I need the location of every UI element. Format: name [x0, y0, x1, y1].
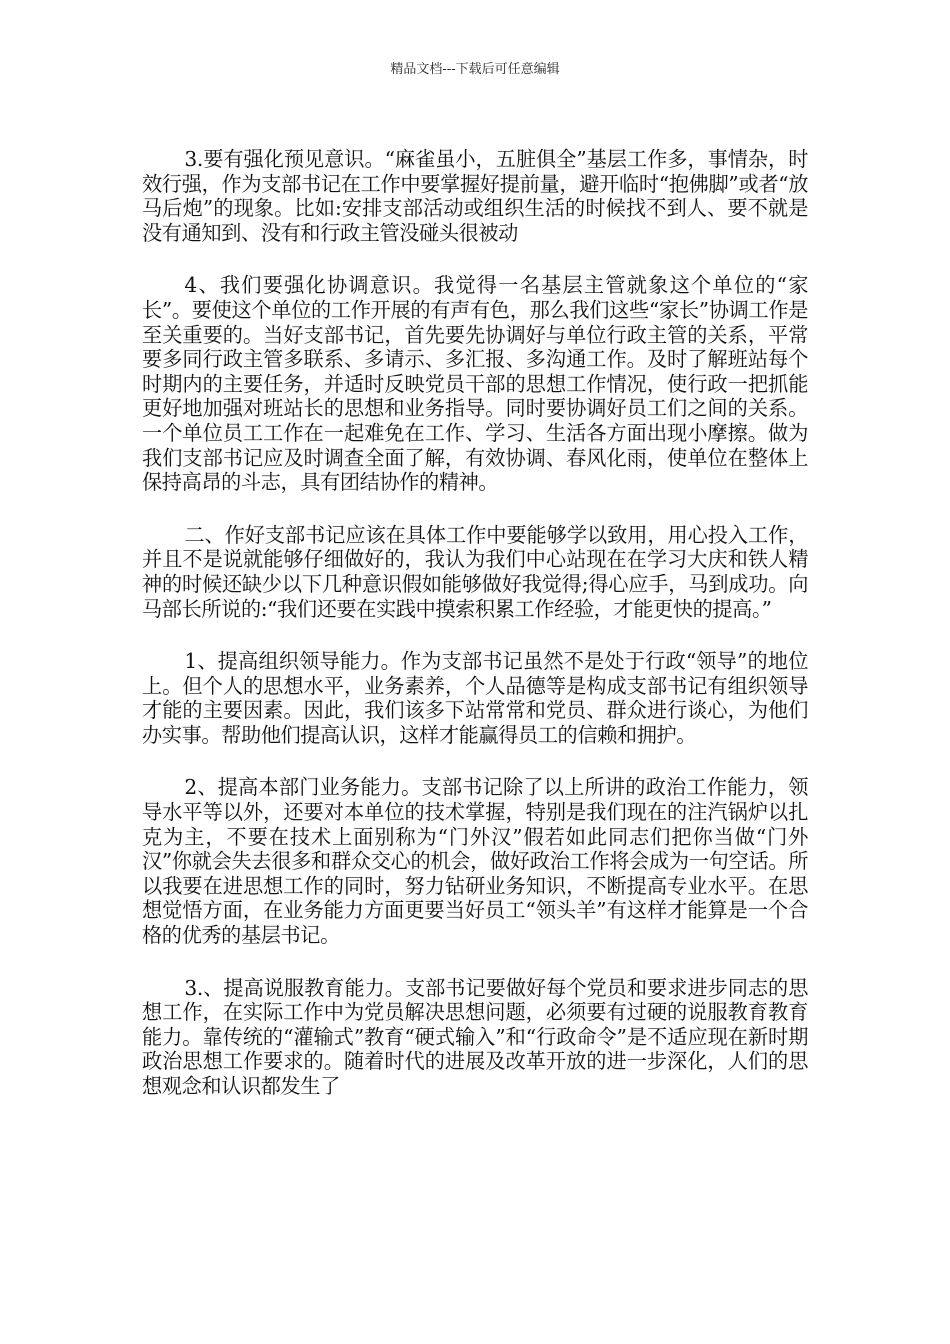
paragraph-coordination: 4、我们要强化协调意识。我觉得一名基层主管就象这个单位的“家长”。要使这个单位的工作开展的有声有色，那么我们这些“家长”协调工作是至关重要的。当好支部书记，首先要先协调好与单位行政主管的关系，平常要多同行政主管多联系、多请示、多汇报、多沟通工作。及时了解班站每个时期内的主要任务，并适时反映党员干部的思想工作情况，使行政一把抓能更好地加强对班站长的思想和业务指导。同时要协调好员工们之间的关系。一个单位员工工作在一起难免在工作、学习、生活各方面出现小摩擦。做为我们支部书记应及时调查全面了解，有效协调、春风化雨，使单位在整体上保持高昂的斗志，具有团结协作的精神。: [142, 273, 808, 495]
document-body: [142, 147, 808, 1127]
paragraph-business-ability: 2、提高本部门业务能力。支部书记除了以上所讲的政治工作能力，领导水平等以外，还要对本单位的技术掌握，特别是我们现在的注汽锅炉以扎克为主，不要在技术上面别称为“门外汉”假若如此同志们把你当做“门外汉”你就会失去很多和群众交心的机会，做好政治工作将会成为一句空话。所以我要在进思想工作的同时，努力钻研业务知识，不断提高专业水平。在思想觉悟方面，在业务能力方面更要当好员工“领头羊”有这样才能算是一个合格的优秀的基层书记。: [142, 775, 808, 948]
page-header: 精品文档---下载后可任意编辑: [390, 62, 560, 77]
paragraph-section-two: 二、作好支部书记应该在具体工作中要能够学以致用，用心投入工作，并且不是说就能够仔细做好的，我认为我们中心站现在在学习大庆和铁人精神的时候还缺少以下几种意识假如能够做好我觉得;得心应手，马到成功。向马部长所说的:“我们还要在实践中摸索积累工作经验，才能更快的提高。”: [142, 522, 808, 621]
paragraph-persuasion: 3.、提高说服教育能力。支部书记要做好每个党员和要求进步同志的思想工作，在实际工作中为党员解决思想问题，必须要有过硬的说服教育教育能力。靠传统的“灌输式”教育“硬式输入”和“行政命令”是不适应现在新时期政治思想工作要求的。随着时代的进展及改革开放的进一步深化，人们的思想观念和认识都发生了: [142, 975, 808, 1098]
paragraph-leadership: 1、提高组织领导能力。作为支部书记虽然不是处于行政“领导”的地位上。但个人的思想水平，业务素养，个人品德等是构成支部书记有组织领导才能的主要因素。因此，我们该多下站常常和党员、群众进行谈心，为他们办实事。帮助他们提高认识，这样才能赢得员工的信赖和拥护。: [142, 649, 808, 747]
paragraph-foresight: 3.要有强化预见意识。“麻雀虽小，五脏俱全”基层工作多，事情杂，时效行强，作为支部书记在工作中要掌握好提前量，避开临时“抱佛脚”或者“放马后炮”的现象。比如:安排支部活动或组织生活的时候找不到人、要不就是没有通知到、没有和行政主管没碰头很被动: [142, 147, 808, 245]
